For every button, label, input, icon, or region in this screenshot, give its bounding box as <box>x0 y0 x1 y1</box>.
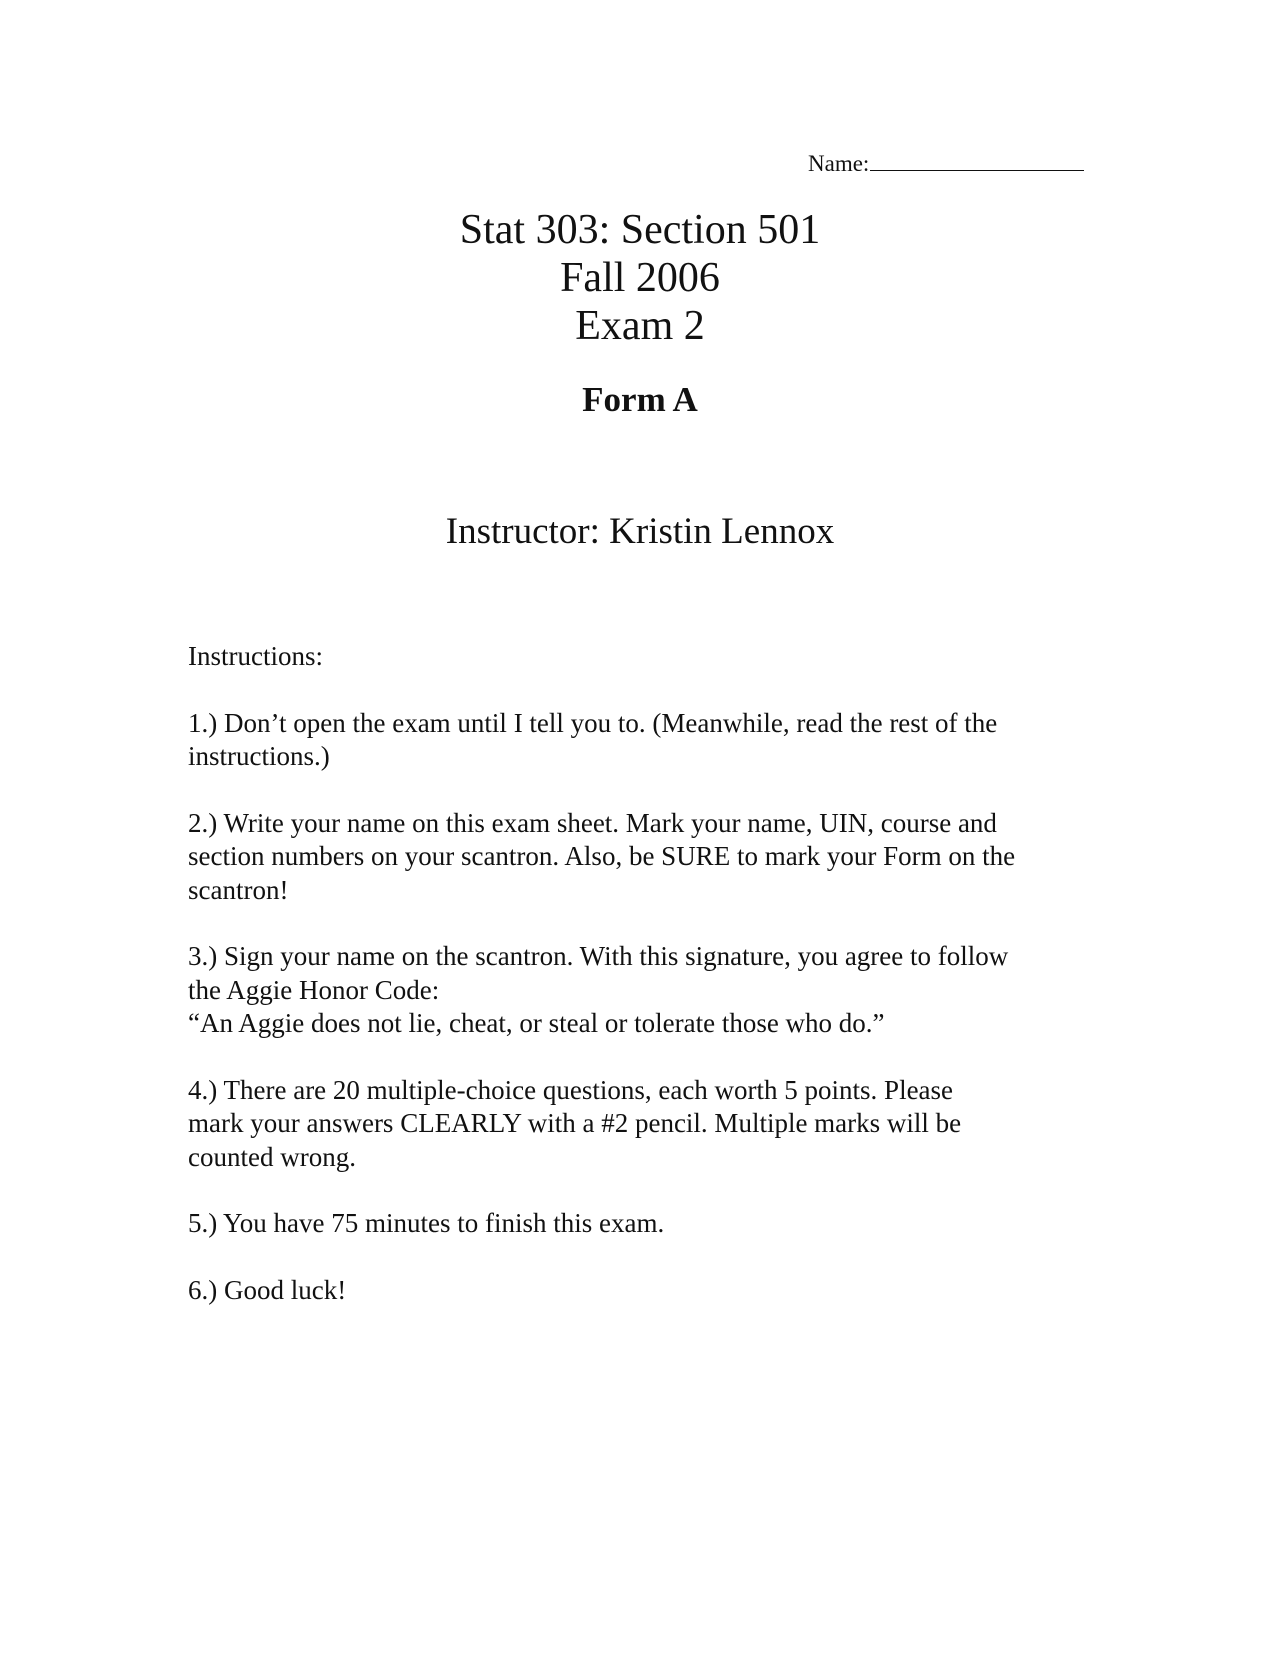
instruction-line: counted wrong. <box>188 1141 356 1172</box>
instructions-section <box>188 640 1108 1340</box>
name-label: Name: <box>808 151 870 176</box>
instruction-line: section numbers on your scantron. Also, be SURE to mark your Form on the <box>188 841 1016 871</box>
exam-title-block <box>0 206 1280 350</box>
instruction-item <box>188 1207 1108 1241</box>
instruction-item <box>188 940 1108 1041</box>
instruction-line: 6.) Good luck! <box>188 1274 347 1305</box>
course-title: Stat 303: Section 501 <box>459 207 821 253</box>
instruction-item <box>188 1274 1108 1308</box>
instruction-line: instructions.) <box>188 741 330 771</box>
instruction-line: mark your answers CLEARLY with a #2 pencil. Multiple marks will be <box>188 1108 962 1138</box>
instruction-line: 3.) Sign your name on the scantron. With this signature, you agree to follow <box>188 941 1009 971</box>
instruction-item <box>188 807 1108 908</box>
instruction-line: 4.) There are 20 multiple-choice questions, each worth 5 points. Please <box>188 1074 954 1105</box>
instruction-line: scantron! <box>188 874 289 905</box>
instruction-line: 2.) Write your name on this exam sheet. Mark your name, UIN, course and <box>188 807 997 838</box>
name-blank-line <box>870 150 1084 171</box>
instruction-line: 5.) You have 75 minutes to finish this exam. <box>188 1208 665 1238</box>
term-title: Fall 2006 <box>560 255 720 301</box>
instructions-heading: Instructions: <box>188 641 323 671</box>
instruction-line: 1.) Don’t open the exam until I tell you to. (Meanwhile, read the rest of the <box>188 707 998 738</box>
honor-code-quote: “An Aggie does not lie, cheat, or steal or tolerate those who do.” <box>188 1008 885 1038</box>
instruction-line: the Aggie Honor Code: <box>188 974 440 1005</box>
instructor-line: Instructor: Kristin Lennox <box>445 511 835 552</box>
instruction-item <box>188 1074 1108 1175</box>
instruction-item <box>188 707 1108 774</box>
form-label: Form A <box>582 380 698 419</box>
name-field <box>808 150 1084 177</box>
exam-title: Exam 2 <box>575 303 705 349</box>
